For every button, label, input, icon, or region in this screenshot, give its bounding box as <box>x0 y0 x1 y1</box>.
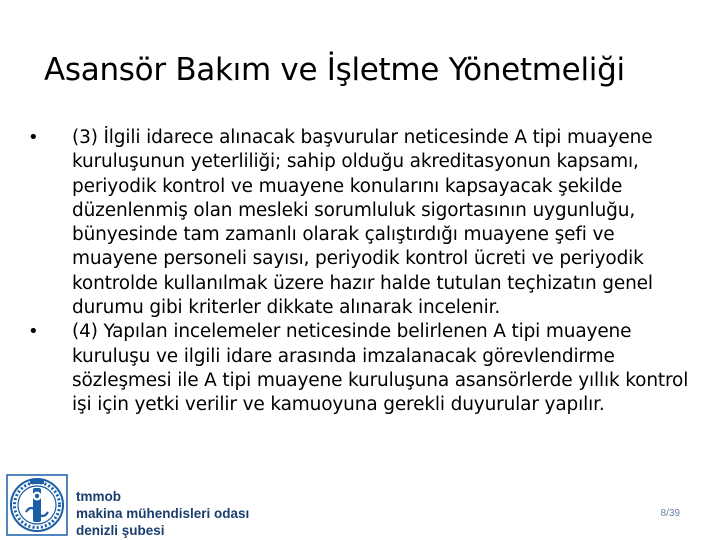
bullet-marker: • <box>28 321 39 343</box>
page-number: 8/39 <box>660 508 680 519</box>
bullet-text: (4) Yapılan incelemeler neticesinde belirlenen A tipi muayene kuruluşu ve ilgili idare arasında imzalanacak görevlendirme sözleşmesi ile A tipi muayene kuruluşuna asansörlerde yıllık kontrol işi için yetki verilir ve kamuoyuna gerekli duyurular yapılır. <box>72 321 689 416</box>
bullet-item <box>28 320 692 417</box>
org-line-branch: denizli şubesi <box>76 523 165 538</box>
organization-name <box>76 488 249 539</box>
slide-content <box>28 126 692 418</box>
org-line-tmmob: tmmob <box>76 489 121 504</box>
bullet-marker: • <box>28 127 39 148</box>
slide-title: Asansör Bakım ve İşletme Yönetmeliği <box>44 52 625 88</box>
bullet-text: (3) İlgili idarece alınacak başvurular neticesinde A tipi muayene kuruluşunun yeterliliği; sahip olduğu akreditasyonun kapsamı, periyodik kontrol ve muayene konularını kapsayacak şekilde düzenlenmiş olan mesleki sorumluluk sigortasının uygunluğu, bünyesinde tam zamanlı olarak çalıştırdığı muayene şefi ve muayene personeli sayısı, periyodik kontrol ücreti ve periyodik kontrolde kullanılmak üzere hazır halde tutulan teçhizatın genel durumu gibi kriterler dikkate alınarak incelenir. <box>72 127 653 319</box>
org-line-chamber: makina mühendisleri odası <box>76 506 250 521</box>
bullet-item <box>28 126 692 320</box>
mmo-seal-icon <box>6 474 68 536</box>
